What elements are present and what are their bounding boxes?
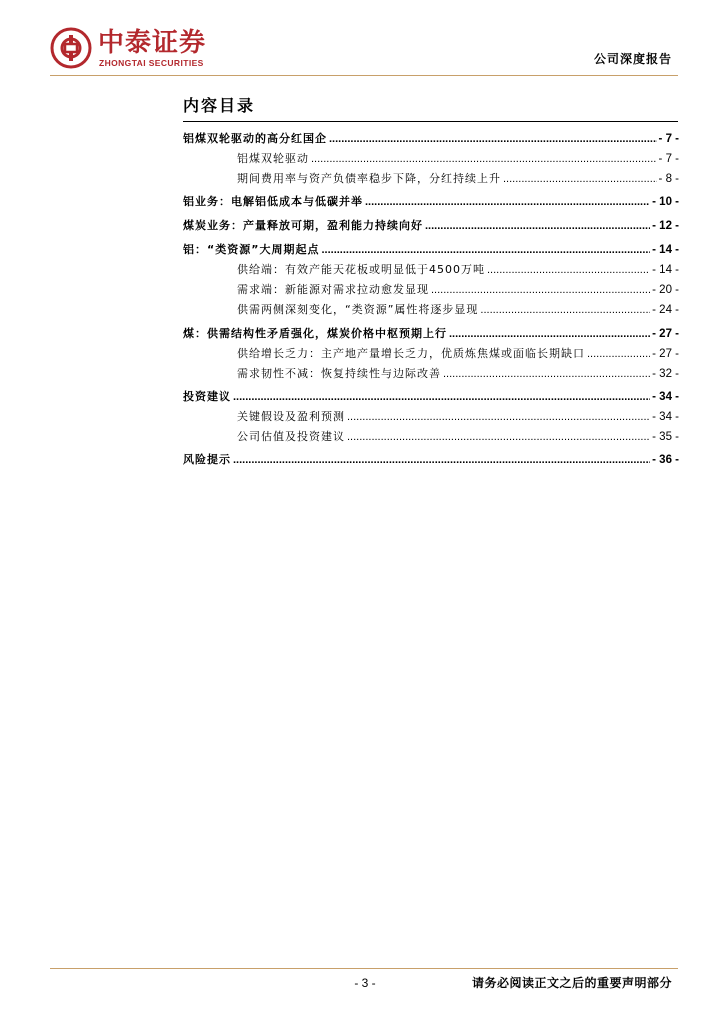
toc-entry[interactable]: [183, 242, 679, 258]
toc-entry[interactable]: [183, 218, 679, 234]
toc-entry-page: - 27 -: [652, 348, 679, 360]
toc-leader-dots: [347, 409, 650, 425]
toc-entry-page: - 24 -: [652, 304, 679, 316]
page-number: - 3 -: [354, 976, 376, 990]
toc-entry-title: 风险提示: [183, 453, 231, 466]
toc-leader-dots: [443, 366, 650, 382]
toc-entry-title: 公司估值及投资建议: [237, 430, 345, 443]
toc-leader-dots: [449, 326, 650, 342]
toc-entry-title: 铝煤双轮驱动的高分红国企: [183, 132, 327, 145]
toc-entry-title: 供需两侧深刻变化，“类资源”属性将逐步显现: [237, 303, 479, 316]
toc-entry-page: - 32 -: [652, 368, 679, 380]
toc-entry[interactable]: [183, 131, 679, 147]
toc-leader-dots: [233, 389, 650, 405]
toc-entry[interactable]: [183, 389, 679, 405]
toc-leader-dots: [503, 171, 657, 187]
toc-subentry[interactable]: [237, 346, 679, 362]
toc-leader-dots: [321, 242, 650, 258]
toc-entry-page: - 7 -: [658, 153, 679, 165]
toc-entry-page: - 14 -: [652, 244, 679, 256]
footer-divider: [50, 968, 678, 969]
toc-heading: 内容目录: [183, 96, 256, 115]
toc-leader-dots: [587, 346, 650, 362]
footer-disclaimer: 请务必阅读正文之后的重要声明部分: [471, 976, 672, 990]
toc-entry-page: - 27 -: [652, 328, 679, 340]
toc-leader-dots: [233, 452, 650, 468]
toc-entry-page: - 8 -: [658, 173, 679, 185]
toc-entry-title: 铝业务：电解铝低成本与低碳并举: [183, 195, 363, 208]
logo-chinese-name: 中泰证券: [98, 28, 207, 58]
toc-entry[interactable]: [183, 452, 679, 468]
toc-entry-title: 投资建议: [183, 390, 231, 403]
toc-entry[interactable]: [183, 326, 679, 342]
toc-entry-page: - 36 -: [652, 454, 679, 466]
toc-subentry[interactable]: [237, 282, 679, 298]
toc-entry[interactable]: [183, 194, 679, 210]
toc-subentry[interactable]: [237, 262, 679, 278]
toc-leader-dots: [311, 151, 657, 167]
toc-entry-page: - 12 -: [652, 220, 679, 232]
toc-subentry[interactable]: [237, 151, 679, 167]
toc-entry-title: 供给增长乏力：主产地产量增长乏力，优质炼焦煤或面临长期缺口: [237, 347, 585, 360]
toc-subentry[interactable]: [237, 366, 679, 382]
toc-entry-page: - 7 -: [658, 133, 679, 145]
toc-entry-title: 铝：“类资源”大周期起点: [183, 243, 320, 256]
toc-entry-page: - 20 -: [652, 284, 679, 296]
toc-subentry[interactable]: [237, 302, 679, 318]
toc-entry-page: - 10 -: [652, 196, 679, 208]
toc-entry-title: 煤：供需结构性矛盾强化，煤炭价格中枢预期上行: [183, 327, 447, 340]
toc-entry-title: 煤炭业务：产量释放可期，盈利能力持续向好: [183, 219, 423, 232]
toc-subentry[interactable]: [237, 409, 679, 425]
toc-leader-dots: [365, 194, 650, 210]
toc-subentry[interactable]: [237, 429, 679, 445]
toc-leader-dots: [329, 131, 657, 147]
toc-leader-dots: [347, 429, 650, 445]
toc-entry-title: 供给端：有效产能天花板或明显低于4500万吨: [237, 263, 485, 276]
toc-entry-page: - 14 -: [652, 264, 679, 276]
toc-leader-dots: [431, 282, 650, 298]
toc-entry-title: 需求端：新能源对需求拉动愈发显现: [237, 283, 429, 296]
toc-leader-dots: [425, 218, 650, 234]
toc-entry-page: - 34 -: [652, 411, 679, 423]
toc-entry-title: 期间费用率与资产负债率稳步下降，分红持续上升: [237, 172, 501, 185]
toc-entry-title: 关键假设及盈利预测: [237, 410, 345, 423]
toc-leader-dots: [480, 302, 650, 318]
toc-entry-title: 需求韧性不减：恢复持续性与边际改善: [237, 367, 441, 380]
toc-entry-page: - 34 -: [652, 391, 679, 403]
toc-entry-title: 铝煤双轮驱动: [237, 152, 309, 165]
report-type-label: 公司深度报告: [593, 52, 672, 66]
toc-subentry[interactable]: [237, 171, 679, 187]
toc-leader-dots: [487, 262, 650, 278]
toc-entry-page: - 35 -: [652, 431, 679, 443]
logo-english-name: ZHONGTAI SECURITIES: [99, 58, 204, 68]
